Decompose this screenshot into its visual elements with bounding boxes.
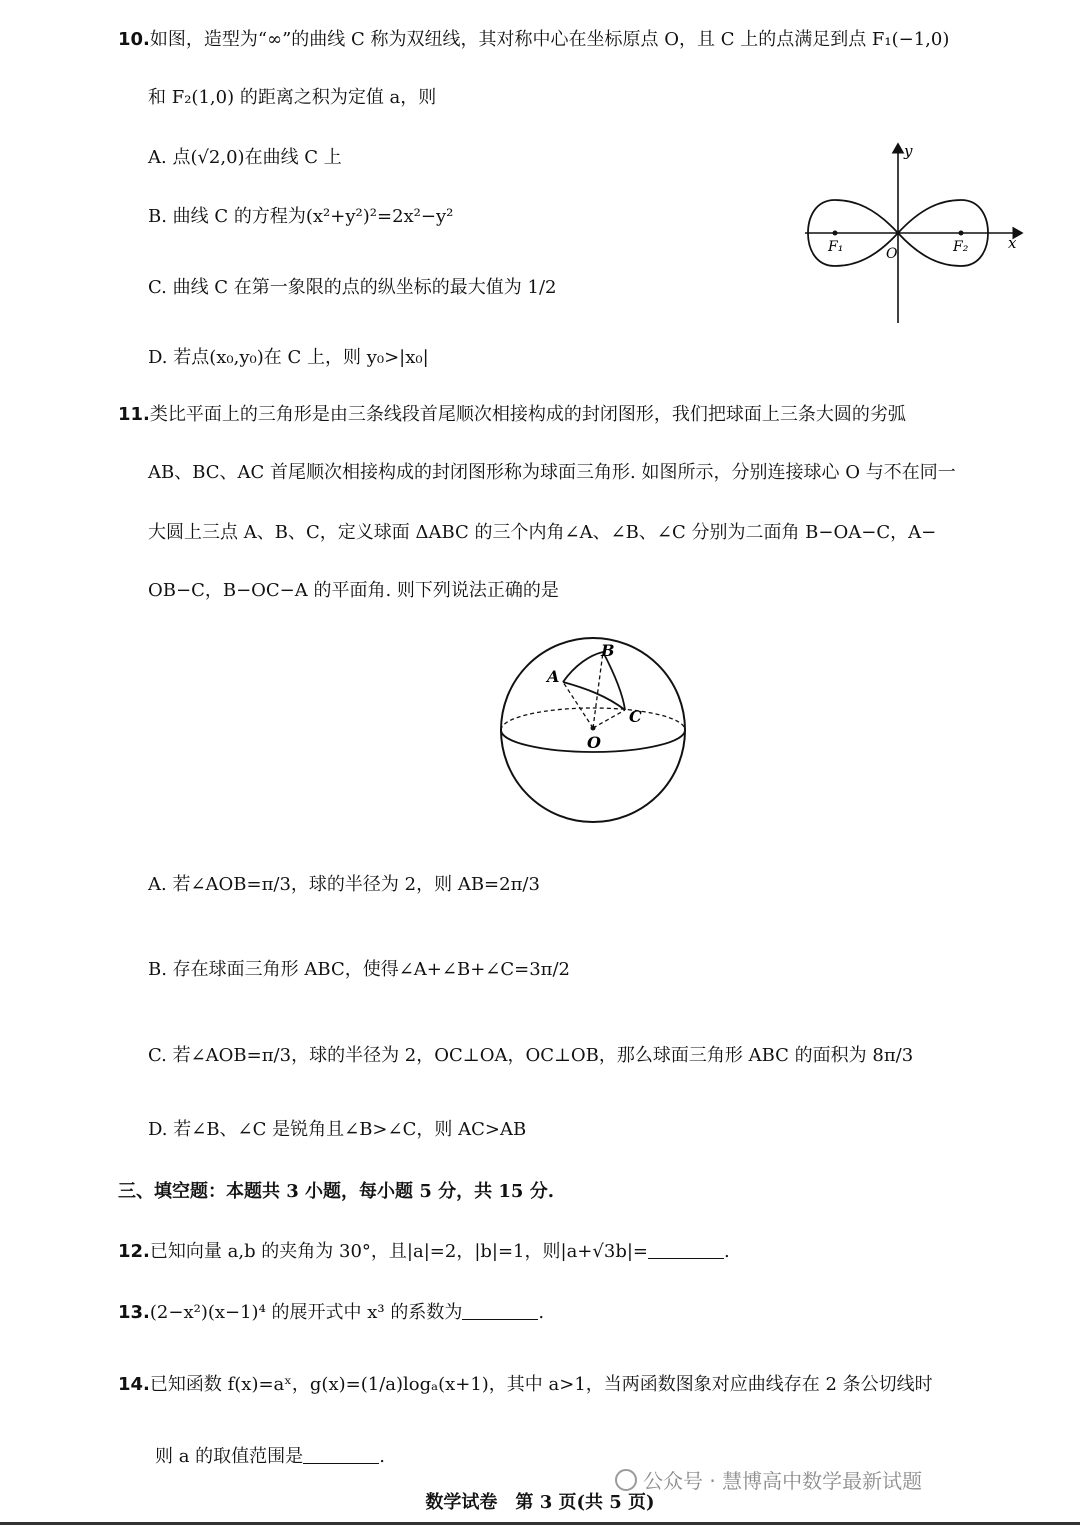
origin-label: O [886, 246, 898, 262]
q13-text: (2−x²)(x−1)⁴ 的展开式中 x³ 的系数为 [149, 1302, 463, 1323]
q11-text-1: 类比平面上的三角形是由三条线段首尾顺次相接构成的封闭图形，我们把球面上三条大圆的劣弧 [149, 404, 906, 425]
q11-option-b: B. 存在球面三角形 ABC，使得∠A+∠B+∠C=3π/2 [148, 959, 571, 980]
f1-label: F₁ [828, 239, 844, 255]
q10-option-a: A. 点(√2,0)在曲线 C 上 [148, 147, 342, 168]
q14-text-1: 已知函数 f(x)=aˣ，g(x)=(1/a)logₐ(x+1)，其中 a>1，当两函数图象对应曲线存在 2 条公切线时 [149, 1374, 933, 1395]
sphere-figure [495, 630, 695, 830]
page-footer: 数学试卷 第 3 页(共 5 页) [425, 1492, 655, 1513]
q14-answer-blank[interactable] [303, 1445, 379, 1464]
q11-line2: AB、BC、AC 首尾顺次相接构成的封闭图形称为球面三角形. 如图所示，分别连接球心 O 与不在同一 [148, 462, 956, 483]
q11-option-a: A. 若∠AOB=π/3，球的半径为 2，则 AB=2π/3 [148, 874, 540, 895]
q11-line1 [118, 403, 906, 427]
q14-number: 14. [118, 1374, 150, 1395]
q12-number: 12. [118, 1241, 150, 1262]
segment-oa [563, 682, 593, 728]
label-c: C [629, 707, 642, 726]
q13-number: 13. [118, 1302, 150, 1323]
label-a: A [547, 667, 560, 686]
q10-line2: 和 F₂(1,0) 的距离之积为定值 a，则 [148, 87, 437, 108]
lemniscate-figure [800, 138, 1030, 328]
q13-answer-blank[interactable] [462, 1301, 538, 1320]
q12-line [118, 1240, 730, 1264]
section-3-heading: 三、填空题：本题共 3 小题，每小题 5 分，共 15 分. [118, 1181, 554, 1202]
q12-text: 已知向量 a,b 的夹角为 30°，且|a|=2，|b|=1，则|a+√3b|= [149, 1241, 648, 1262]
q12-answer-blank[interactable] [648, 1240, 724, 1259]
q10-line1 [118, 28, 949, 52]
label-b: B [601, 641, 615, 660]
arc-bc [603, 652, 625, 710]
q11-line4: OB−C，B−OC−A 的平面角. 则下列说法正确的是 [148, 580, 559, 601]
x-label: x [1008, 234, 1017, 252]
q10-number: 10. [118, 29, 150, 50]
q14-end: . [379, 1446, 385, 1467]
f1-point [833, 231, 838, 236]
q13-end: . [538, 1302, 545, 1323]
watermark-text: 公众号 · 慧博高中数学最新试题 [643, 1469, 923, 1493]
segment-oc [593, 710, 625, 728]
f2-label: F₂ [953, 239, 969, 255]
q10-text-1: 如图，造型为“∞”的曲线 C 称为双纽线，其对称中心在坐标原点 O，且 C 上的点满足到点 F₁(−1,0) [149, 29, 950, 50]
q10-option-b: B. 曲线 C 的方程为(x²+y²)²=2x²−y² [148, 206, 454, 227]
q11-line3: 大圆上三点 A、B、C，定义球面 ΔABC 的三个内角∠A、∠B、∠C 分别为二面角 B−OA−C，A− [148, 522, 937, 543]
q11-option-c: C. 若∠AOB=π/3，球的半径为 2，OC⊥OA，OC⊥OB，那么球面三角形 ABC 的面积为 8π/3 [148, 1045, 914, 1066]
q12-end: . [723, 1241, 730, 1262]
arc-ab [563, 652, 603, 682]
y-label: y [904, 142, 913, 160]
f2-point [959, 231, 964, 236]
q14-text-2: 则 a 的取值范围是 [155, 1446, 304, 1467]
q11-option-d: D. 若∠B、∠C 是锐角且∠B>∠C，则 AC>AB [148, 1119, 527, 1140]
label-o: O [587, 733, 601, 752]
bottom-border [0, 1522, 1080, 1525]
q10-option-d: D. 若点(x₀,y₀)在 C 上，则 y₀>|x₀| [148, 347, 429, 368]
q14-line2 [155, 1445, 385, 1469]
q13-line [118, 1301, 544, 1325]
q10-option-c: C. 曲线 C 在第一象限的点的纵坐标的最大值为 1/2 [148, 277, 557, 298]
q14-line1 [118, 1373, 933, 1397]
center-point [591, 726, 596, 731]
segment-ob [593, 652, 603, 728]
q11-number: 11. [118, 404, 150, 425]
